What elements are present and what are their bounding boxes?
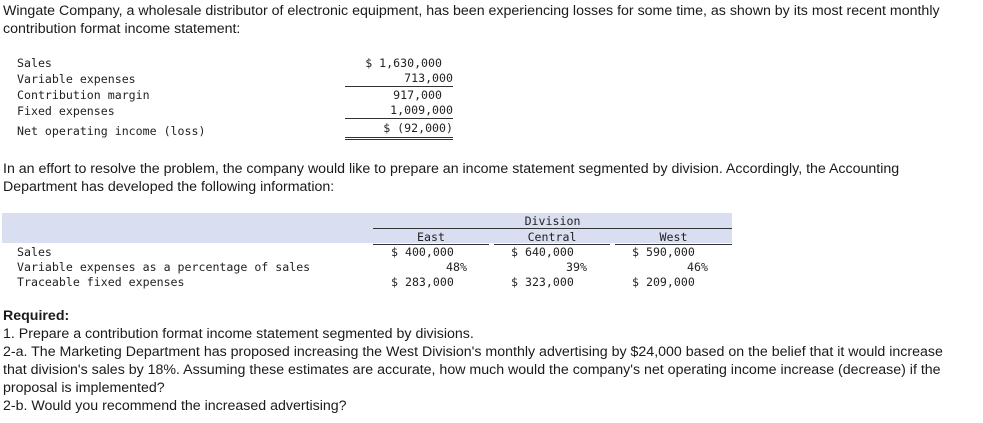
income-row-value: $ (92,000) <box>345 120 453 140</box>
division-group-header: Division <box>524 214 581 228</box>
required-item-2a: 2-a. The Marketing Department has proposed increasing the West Division's monthly advertising by $24,000 based on the belief that it would increase that division's sales by 18%. Assuming these estimates are accurate, how much would the company's net operating income increase (decrease) if the proposal is implemented? <box>3 344 943 396</box>
table-cell: $ 590,000 <box>632 245 695 259</box>
table-row-label: Traceable fixed expenses <box>17 275 185 289</box>
income-row-label: Sales <box>17 56 52 70</box>
table-row-label: Sales <box>17 245 52 259</box>
required-heading: Required: <box>3 308 70 324</box>
intro-text: Wingate Company, a wholesale distributor of electronic equipment, has been experiencing losses for some time, as shown by its most recent monthly contribution format income statement: <box>3 3 940 37</box>
income-row-value: $ 1,630,000 <box>365 56 442 70</box>
table-cell: 48% <box>446 260 467 274</box>
column-header-central: Central <box>494 230 610 245</box>
required-item-2b: 2-b. Would you recommend the increased advertising? <box>3 398 347 414</box>
income-row-value: 1,009,000 <box>345 103 453 119</box>
table-cell: $ 323,000 <box>511 275 574 289</box>
table-cell: $ 400,000 <box>391 245 454 259</box>
income-row-label: Fixed expenses <box>17 104 115 118</box>
column-header-west: West <box>615 230 732 245</box>
table-cell: 46% <box>687 260 708 274</box>
division-intro-text: In an effort to resolve the problem, the company would like to prepare an income statement segmented by division. Accordingly, the Accounting Department has developed the following information: <box>3 161 900 195</box>
column-header-east: East <box>373 230 489 245</box>
income-row-label: Net operating income (loss) <box>17 124 206 138</box>
table-row-label: Variable expenses as a percentage of sales <box>17 260 311 274</box>
income-row-label: Variable expenses <box>17 72 136 86</box>
income-row-label: Contribution margin <box>17 88 150 102</box>
required-item-1: 1. Prepare a contribution format income statement segmented by divisions. <box>3 326 474 342</box>
table-cell: $ 209,000 <box>632 275 695 289</box>
table-cell: $ 283,000 <box>391 275 454 289</box>
income-row-value: 917,000 <box>393 88 442 102</box>
header-rule <box>373 228 732 229</box>
income-row-value: 713,000 <box>345 71 453 87</box>
table-cell: $ 640,000 <box>511 245 574 259</box>
table-cell: 39% <box>566 260 587 274</box>
